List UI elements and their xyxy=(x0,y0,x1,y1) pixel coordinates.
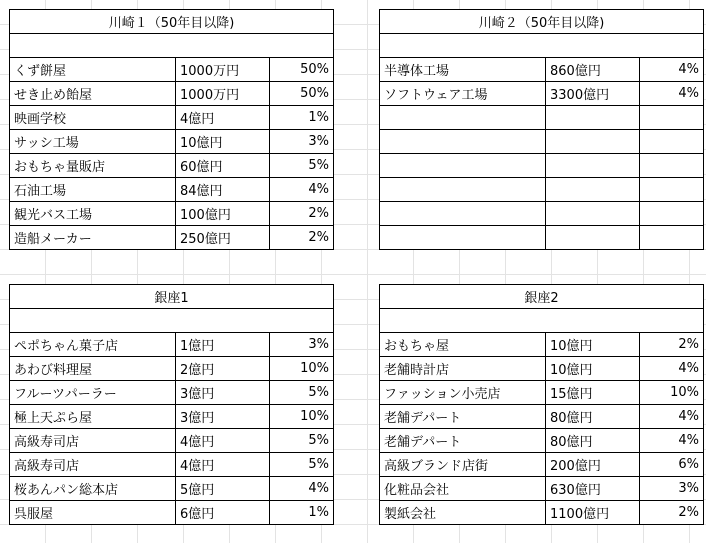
percent-cell[interactable]: 3% xyxy=(270,130,334,154)
table-row xyxy=(10,130,334,154)
store-name-cell[interactable]: 映画学校 xyxy=(10,106,176,130)
store-name-cell[interactable]: 桜あんパン総本店 xyxy=(10,477,176,501)
percent-cell[interactable]: 5% xyxy=(270,429,334,453)
table-row xyxy=(380,106,704,130)
table-row xyxy=(10,82,334,106)
store-name-cell[interactable]: くず餅屋 xyxy=(10,58,176,82)
table-ginza-2 xyxy=(379,284,704,525)
store-name-cell[interactable]: 高級寿司店 xyxy=(10,453,176,477)
store-name-cell[interactable]: 製紙会社 xyxy=(380,501,546,525)
price-cell[interactable]: 100億円 xyxy=(176,202,270,226)
store-name-cell[interactable]: 極上天ぷら屋 xyxy=(10,405,176,429)
percent-cell[interactable] xyxy=(640,154,704,178)
percent-cell[interactable]: 5% xyxy=(270,381,334,405)
price-cell[interactable]: 2億円 xyxy=(176,357,270,381)
store-name-cell[interactable]: ソフトウェア工場 xyxy=(380,82,546,106)
percent-cell[interactable]: 4% xyxy=(640,357,704,381)
table-row xyxy=(380,226,704,250)
price-cell[interactable]: 4億円 xyxy=(176,453,270,477)
table-row xyxy=(380,202,704,226)
table-row xyxy=(380,154,704,178)
store-name-cell[interactable] xyxy=(380,202,546,226)
percent-cell[interactable]: 4% xyxy=(640,405,704,429)
blank-cell[interactable] xyxy=(380,309,704,333)
price-table xyxy=(9,284,334,525)
price-cell[interactable]: 1000万円 xyxy=(176,58,270,82)
store-name-cell[interactable]: 老舗時計店 xyxy=(380,357,546,381)
table-row xyxy=(380,429,704,453)
store-name-cell[interactable]: 観光バス工場 xyxy=(10,202,176,226)
table-row xyxy=(380,130,704,154)
table-row xyxy=(10,429,334,453)
price-cell[interactable]: 80億円 xyxy=(546,429,640,453)
table-row xyxy=(10,357,334,381)
percent-cell[interactable]: 10% xyxy=(270,357,334,381)
percent-cell[interactable]: 4% xyxy=(270,477,334,501)
price-cell[interactable]: 6億円 xyxy=(176,501,270,525)
price-cell[interactable]: 860億円 xyxy=(546,58,640,82)
percent-cell[interactable]: 2% xyxy=(640,333,704,357)
store-name-cell[interactable]: せき止め飴屋 xyxy=(10,82,176,106)
percent-cell[interactable]: 4% xyxy=(640,82,704,106)
price-table xyxy=(379,9,704,250)
price-cell[interactable] xyxy=(546,106,640,130)
percent-cell[interactable]: 1% xyxy=(270,501,334,525)
price-cell[interactable]: 1億円 xyxy=(176,333,270,357)
blank-cell[interactable] xyxy=(10,309,334,333)
table-row xyxy=(10,154,334,178)
price-cell[interactable]: 84億円 xyxy=(176,178,270,202)
price-cell[interactable]: 10億円 xyxy=(546,357,640,381)
percent-cell[interactable]: 3% xyxy=(640,477,704,501)
price-cell[interactable]: 630億円 xyxy=(546,477,640,501)
store-name-cell[interactable]: 化粧品会社 xyxy=(380,477,546,501)
table-row xyxy=(10,477,334,501)
table-row xyxy=(10,453,334,477)
percent-cell[interactable] xyxy=(640,226,704,250)
store-name-cell[interactable]: ペポちゃん菓子店 xyxy=(10,333,176,357)
percent-cell[interactable]: 2% xyxy=(640,501,704,525)
percent-cell[interactable]: 4% xyxy=(640,429,704,453)
percent-cell[interactable]: 10% xyxy=(270,405,334,429)
store-name-cell[interactable]: 半導体工場 xyxy=(380,58,546,82)
percent-cell[interactable]: 4% xyxy=(270,178,334,202)
price-cell[interactable]: 3300億円 xyxy=(546,82,640,106)
store-name-cell[interactable]: 石油工場 xyxy=(10,178,176,202)
price-cell[interactable]: 250億円 xyxy=(176,226,270,250)
table-row xyxy=(380,501,704,525)
price-cell[interactable]: 60億円 xyxy=(176,154,270,178)
table-kawasaki-2 xyxy=(379,9,704,250)
table-row xyxy=(380,405,704,429)
percent-cell[interactable] xyxy=(640,202,704,226)
price-cell[interactable] xyxy=(546,202,640,226)
percent-cell[interactable]: 5% xyxy=(270,154,334,178)
percent-cell[interactable] xyxy=(640,106,704,130)
percent-cell[interactable]: 4% xyxy=(640,58,704,82)
store-name-cell[interactable]: 呉服屋 xyxy=(10,501,176,525)
price-table xyxy=(9,9,334,250)
table-title[interactable]: 川崎１（50年目以降) xyxy=(10,10,334,34)
price-cell[interactable]: 200億円 xyxy=(546,453,640,477)
table-row xyxy=(10,178,334,202)
percent-cell[interactable]: 2% xyxy=(270,202,334,226)
table-title[interactable]: 銀座1 xyxy=(10,285,334,309)
price-cell[interactable]: 10億円 xyxy=(176,130,270,154)
percent-cell[interactable]: 5% xyxy=(270,453,334,477)
store-name-cell[interactable]: 老舗デパート xyxy=(380,405,546,429)
store-name-cell[interactable]: あわび料理屋 xyxy=(10,357,176,381)
percent-cell[interactable]: 2% xyxy=(270,226,334,250)
table-row xyxy=(10,202,334,226)
table-title[interactable]: 川崎２（50年目以降) xyxy=(380,10,704,34)
price-cell[interactable]: 15億円 xyxy=(546,381,640,405)
store-name-cell[interactable] xyxy=(380,130,546,154)
price-cell[interactable]: 1100億円 xyxy=(546,501,640,525)
table-row xyxy=(380,82,704,106)
table-row xyxy=(10,381,334,405)
price-cell[interactable]: 80億円 xyxy=(546,405,640,429)
table-title[interactable]: 銀座2 xyxy=(380,285,704,309)
price-cell[interactable]: 3億円 xyxy=(176,381,270,405)
price-cell[interactable]: 4億円 xyxy=(176,429,270,453)
table-row xyxy=(380,477,704,501)
percent-cell[interactable]: 10% xyxy=(640,381,704,405)
percent-cell[interactable]: 50% xyxy=(270,58,334,82)
percent-cell[interactable]: 3% xyxy=(270,333,334,357)
price-cell[interactable]: 1000万円 xyxy=(176,82,270,106)
percent-cell[interactable]: 6% xyxy=(640,453,704,477)
store-name-cell[interactable] xyxy=(380,226,546,250)
price-cell[interactable]: 10億円 xyxy=(546,333,640,357)
percent-cell[interactable]: 50% xyxy=(270,82,334,106)
table-row xyxy=(10,501,334,525)
store-name-cell[interactable]: ファッション小売店 xyxy=(380,381,546,405)
table-row xyxy=(380,58,704,82)
table-row xyxy=(380,453,704,477)
price-cell[interactable] xyxy=(546,154,640,178)
table-row xyxy=(10,106,334,130)
table-row xyxy=(380,333,704,357)
store-name-cell[interactable]: おもちゃ量販店 xyxy=(10,154,176,178)
blank-cell[interactable] xyxy=(380,34,704,58)
table-ginza-1 xyxy=(9,284,334,525)
price-cell[interactable]: 5億円 xyxy=(176,477,270,501)
store-name-cell[interactable]: 老舗デパート xyxy=(380,429,546,453)
percent-cell[interactable] xyxy=(640,178,704,202)
store-name-cell[interactable]: 高級ブランド店街 xyxy=(380,453,546,477)
blank-cell[interactable] xyxy=(10,34,334,58)
store-name-cell[interactable]: 高級寿司店 xyxy=(10,429,176,453)
store-name-cell[interactable]: フルーツパーラー xyxy=(10,381,176,405)
store-name-cell[interactable]: サッシ工場 xyxy=(10,130,176,154)
price-cell[interactable] xyxy=(546,226,640,250)
table-row xyxy=(380,381,704,405)
store-name-cell[interactable] xyxy=(380,106,546,130)
store-name-cell[interactable] xyxy=(380,154,546,178)
store-name-cell[interactable] xyxy=(380,178,546,202)
price-cell[interactable] xyxy=(546,130,640,154)
table-row xyxy=(380,178,704,202)
table-row xyxy=(380,357,704,381)
percent-cell[interactable] xyxy=(640,130,704,154)
price-cell[interactable]: 3億円 xyxy=(176,405,270,429)
percent-cell[interactable]: 1% xyxy=(270,106,334,130)
store-name-cell[interactable]: 造船メーカー xyxy=(10,226,176,250)
table-kawasaki-1 xyxy=(9,9,334,250)
table-row xyxy=(10,226,334,250)
price-cell[interactable] xyxy=(546,178,640,202)
table-row xyxy=(10,333,334,357)
table-row xyxy=(10,405,334,429)
table-row xyxy=(10,58,334,82)
price-table xyxy=(379,284,704,525)
store-name-cell[interactable]: おもちゃ屋 xyxy=(380,333,546,357)
price-cell[interactable]: 4億円 xyxy=(176,106,270,130)
